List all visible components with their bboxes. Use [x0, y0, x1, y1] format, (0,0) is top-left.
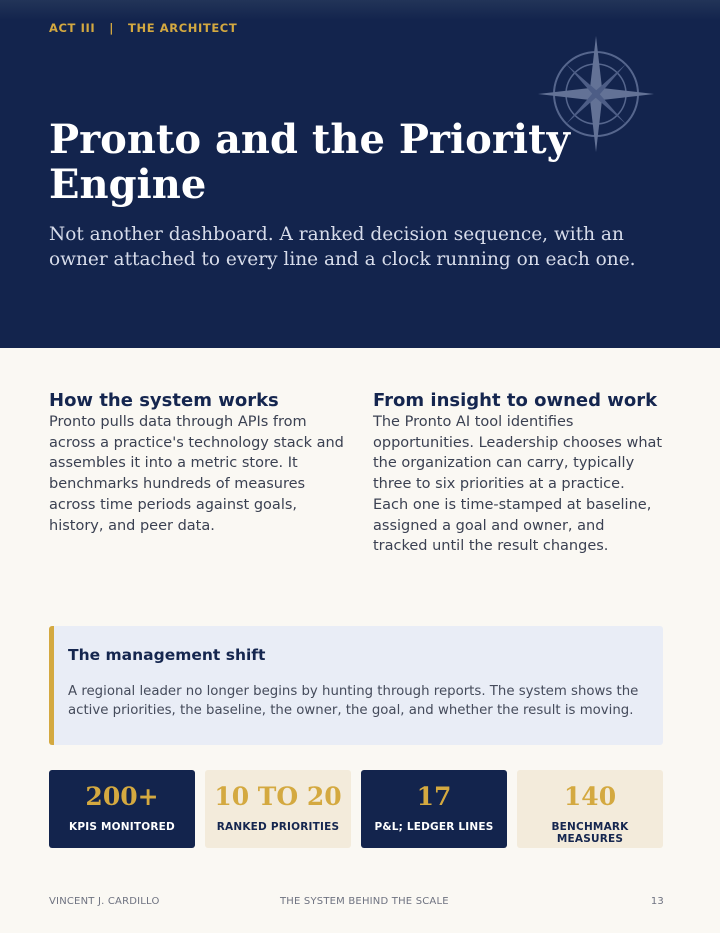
column-how-it-works	[49, 390, 349, 536]
footer-author: VINCENT J. CARDILLO	[49, 896, 160, 907]
footer-book-title: THE SYSTEM BEHIND THE SCALE	[280, 896, 449, 907]
stat-label: P&L; LEDGER LINES	[374, 821, 494, 833]
management-shift-callout	[49, 626, 663, 745]
stat-label: KPIS MONITORED	[69, 821, 175, 833]
column-body: The Pronto AI tool identifies opportunities. Leadership chooses what the organization can carry, typically three to six priorities at a practice. Each one is time-stamped at baseline, assigned a goal and owner, and tracked until the result changes.	[373, 414, 663, 555]
stat-label: RANKED PRIORITIES	[216, 821, 340, 833]
stat-label: BENCHMARK MEASURES	[551, 821, 629, 845]
kicker-separator: |	[109, 21, 115, 35]
stat-value: 140	[563, 782, 617, 811]
callout-heading: The management shift	[68, 646, 266, 664]
stat-card-priorities	[205, 770, 351, 848]
page-subtitle: Not another dashboard. A ranked decision sequence, with an owner attached to every line and a clock running on each one.	[49, 224, 636, 270]
stat-card-kpis	[49, 770, 195, 848]
stat-card-ledger-lines	[361, 770, 507, 848]
column-insight-to-work	[373, 390, 663, 557]
stat-value: 17	[416, 782, 452, 811]
stat-value: 200+	[85, 782, 159, 811]
column-heading: From insight to owned work	[373, 390, 658, 411]
stat-card-benchmarks	[517, 770, 663, 848]
section-kicker	[49, 21, 237, 35]
column-body: Pronto pulls data through APIs from across a practice's technology stack and assembles it into a metric store. It benchmarks hundreds of measures across time periods against goals, history, and peer data.	[49, 414, 344, 534]
page-title: Pronto and the Priority Engine	[49, 116, 570, 208]
act-label: ACT III	[49, 21, 96, 35]
stat-value: 10 TO 20	[214, 782, 342, 811]
column-heading: How the system works	[49, 390, 279, 411]
footer-page-number: 13	[650, 896, 664, 907]
hero-banner	[0, 0, 720, 348]
callout-body: A regional leader no longer begins by hunting through reports. The system shows the active priorities, the baseline, the owner, the goal, and whether the result is moving.	[68, 684, 639, 718]
section-label: THE ARCHITECT	[128, 21, 238, 35]
